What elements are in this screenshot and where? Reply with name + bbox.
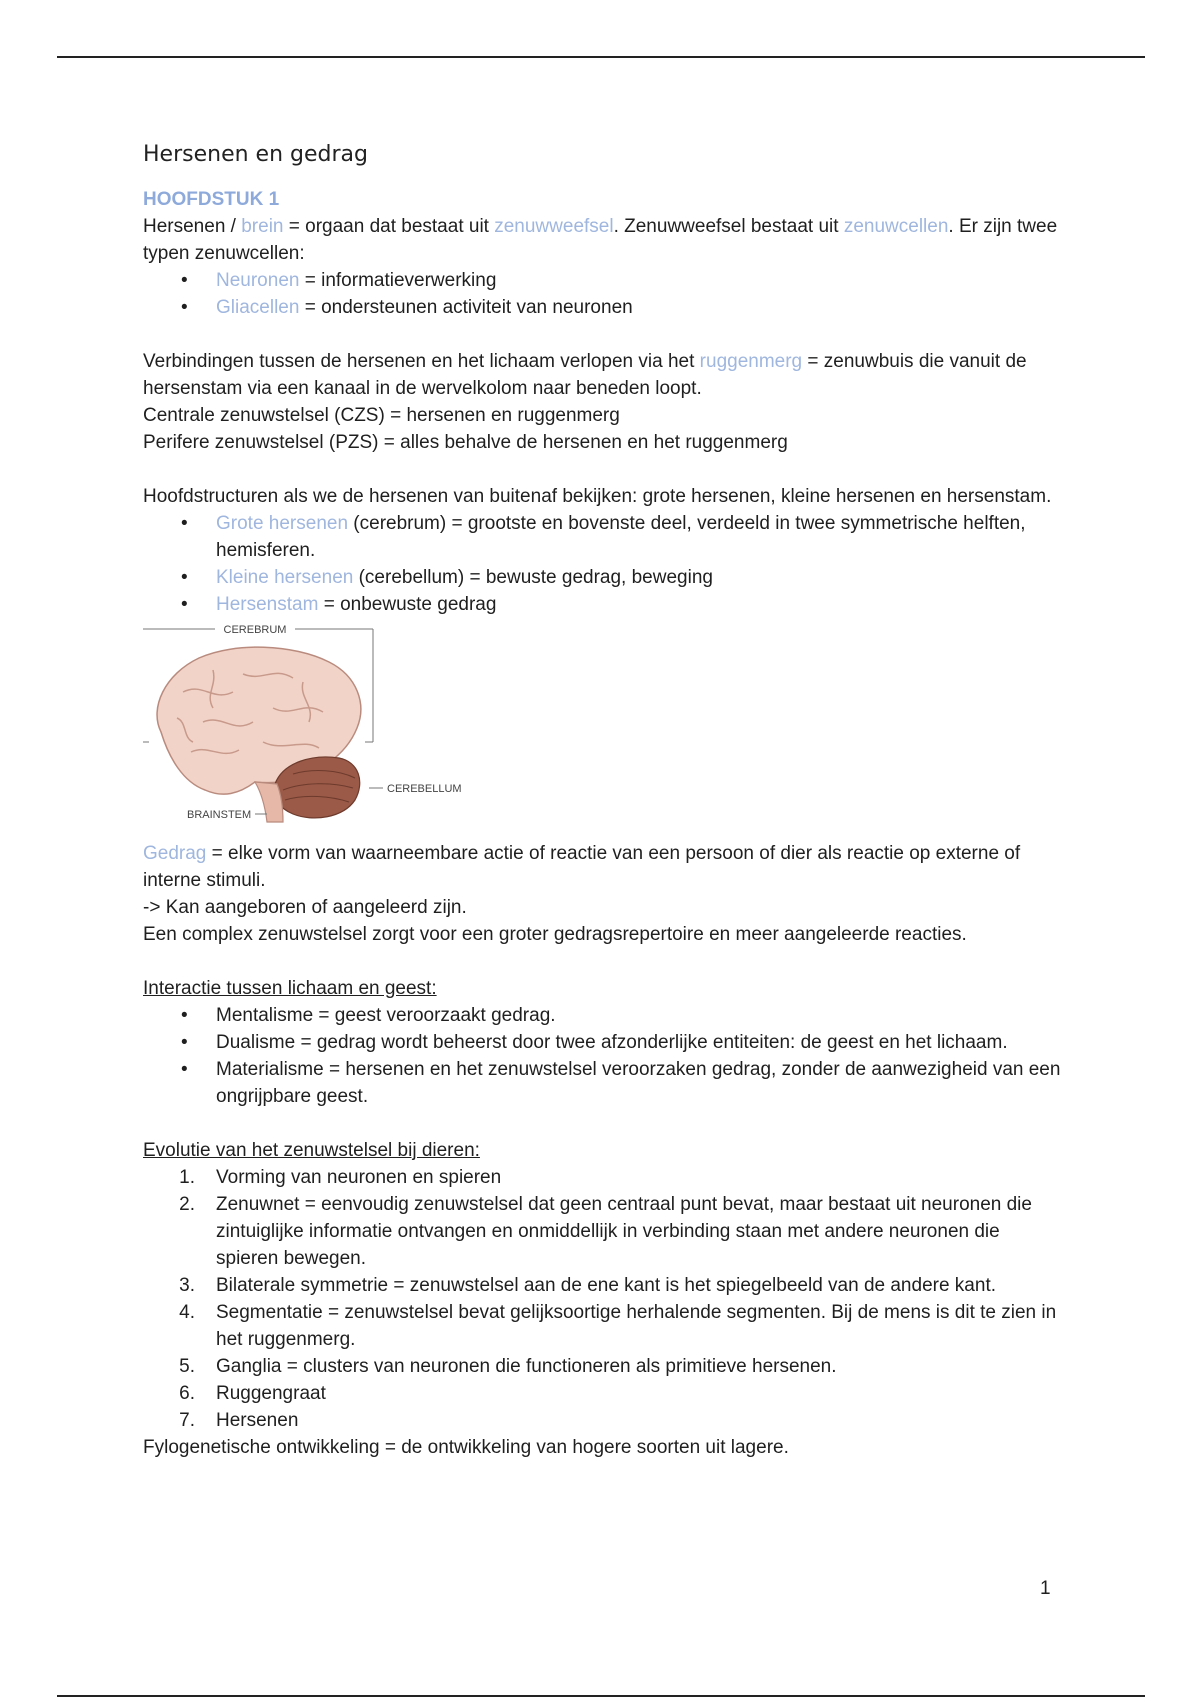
item-text: Hersenen [216, 1410, 299, 1431]
item-number: 1. [179, 1167, 195, 1188]
label-cerebrum: CEREBRUM [223, 624, 287, 636]
item-text: = onbewuste gedrag [318, 594, 497, 615]
list-item [143, 564, 1063, 591]
document-title: Hersenen en gedrag [143, 142, 368, 167]
list-item [143, 1407, 1063, 1434]
page-number: 1 [1040, 1578, 1051, 1599]
item-text: Bilaterale symmetrie = zenuwstelsel aan de ene kant is het spiegelbeeld van de andere kant. [216, 1275, 997, 1296]
item-text: (cerebrum) = grootste en bovenste deel, verdeeld in twee symmetrische helften, hemisferen. [216, 513, 1026, 561]
bullet-icon: • [181, 513, 188, 534]
bullet-icon: • [181, 594, 188, 615]
item-text: = ondersteunen activiteit van neuronen [299, 297, 633, 318]
list-item [143, 1272, 1063, 1299]
item-text: Materialisme = hersenen en het zenuwstelsel veroorzaken gedrag, zonder de aanwezigheid van een ongrijpbare geest. [216, 1059, 1061, 1107]
behavior-text: = elke vorm van waarneembare actie of reactie van een persoon of dier als reactie op externe of interne stimuli. [143, 843, 1021, 891]
item-text: Zenuwnet = eenvoudig zenuwstelsel dat geen centraal punt bevat, maar bestaat uit neuronen die zintuiglijke informatie ontvangen en onmiddellijk in verbinding staan met andere neuronen die spieren bewegen. [216, 1194, 1032, 1269]
list-item [143, 267, 1063, 294]
intro-text-4: . Er zijn twee typen zenuwcellen: [143, 216, 1058, 264]
behavior-line-3: Een complex zenuwstelsel zorgt voor een groter gedragsrepertoire en meer aangeleerde reacties. [143, 924, 967, 945]
evolution-footer: Fylogenetische ontwikkeling = de ontwikkeling van hogere soorten uit lagere. [143, 1437, 789, 1458]
item-text: Dualisme = gedrag wordt beheerst door twee afzonderlijke entiteiten: de geest en het lichaam. [216, 1032, 1008, 1053]
document-body [143, 140, 1063, 1461]
intro-text-2: = orgaan dat bestaat uit [283, 216, 495, 237]
spinal-text-1: Verbindingen tussen de hersenen en het lichaam verlopen via het [143, 351, 700, 372]
item-text: Mentalisme = geest veroorzaakt gedrag. [216, 1005, 556, 1026]
list-item [143, 1299, 1063, 1353]
item-number: 5. [179, 1356, 195, 1377]
list-item [143, 1191, 1063, 1272]
chapter-heading: HOOFDSTUK 1 [143, 189, 280, 210]
list-item [143, 510, 1063, 564]
term-neuronen: Neuronen [216, 270, 300, 291]
list-item [143, 1164, 1063, 1191]
mind-body-heading: Interactie tussen lichaam en geest: [143, 978, 437, 999]
cell-types-list [143, 267, 1063, 321]
label-cerebellum: CEREBELLUM [387, 783, 462, 795]
item-text: (cerebellum) = bewuste gedrag, beweging [353, 567, 713, 588]
item-number: 4. [179, 1302, 195, 1323]
term-hersenstam: Hersenstam [216, 594, 319, 615]
bullet-icon: • [181, 270, 188, 291]
spacer [143, 1110, 1063, 1137]
footer-rule [57, 1695, 1145, 1697]
spacer [143, 321, 1063, 348]
term-zenuwweefsel: zenuwweefsel [494, 216, 614, 237]
item-text: Segmentatie = zenuwstelsel bevat gelijksoortige herhalende segmenten. Bij de mens is dit te zien in het ruggenmerg. [216, 1302, 1057, 1350]
structures-intro: Hoofdstructuren als we de hersenen van buitenaf bekijken: grote hersenen, kleine hersenen en hersenstam. [143, 486, 1052, 507]
spacer [143, 456, 1063, 483]
label-brainstem: BRAINSTEM [187, 809, 252, 821]
brain-illustration [143, 622, 463, 834]
term-brein: brein [241, 216, 284, 237]
item-text: Ganglia = clusters van neuronen die functioneren als primitieve hersenen. [216, 1356, 837, 1377]
bullet-icon: • [181, 567, 188, 588]
term-gedrag: Gedrag [143, 843, 207, 864]
term-grote-hersenen: Grote hersenen [216, 513, 349, 534]
list-item [143, 1380, 1063, 1407]
czs-line: Centrale zenuwstelsel (CZS) = hersenen en ruggenmerg [143, 405, 620, 426]
item-text: Ruggengraat [216, 1383, 326, 1404]
term-gliacellen: Gliacellen [216, 297, 300, 318]
item-text: = informatieverwerking [299, 270, 497, 291]
behavior-paragraph [143, 840, 1063, 894]
term-ruggenmerg: ruggenmerg [699, 351, 803, 372]
list-item [143, 1029, 1063, 1056]
term-zenuwcellen: zenuwcellen [843, 216, 949, 237]
list-item [143, 1353, 1063, 1380]
list-item [143, 1002, 1063, 1029]
spacer [143, 948, 1063, 975]
intro-paragraph [143, 213, 1063, 267]
spinal-text-2: = zenuwbuis die vanuit de hersenstam via een kanaal in de wervelkolom naar beneden loopt. [143, 351, 1027, 399]
structures-list [143, 510, 1063, 618]
item-number: 7. [179, 1410, 195, 1431]
list-item [143, 1056, 1063, 1110]
item-number: 3. [179, 1275, 195, 1296]
pzs-line: Perifere zenuwstelsel (PZS) = alles behalve de hersenen en het ruggenmerg [143, 432, 788, 453]
intro-text-3: . Zenuwweefsel bestaat uit [613, 216, 844, 237]
behavior-line-2: -> Kan aangeboren of aangeleerd zijn. [143, 897, 467, 918]
item-text: Vorming van neuronen en spieren [216, 1167, 502, 1188]
list-item [143, 591, 1063, 618]
mind-body-list [143, 1002, 1063, 1110]
intro-text-1: Hersenen / [143, 216, 242, 237]
spinal-paragraph [143, 348, 1063, 402]
term-kleine-hersenen: Kleine hersenen [216, 567, 354, 588]
brainstem-shape [255, 782, 283, 822]
bullet-icon: • [181, 1059, 188, 1080]
bullet-icon: • [181, 1032, 188, 1053]
header-rule [57, 56, 1145, 58]
bullet-icon: • [181, 1005, 188, 1026]
item-number: 6. [179, 1383, 195, 1404]
evolution-list [143, 1164, 1063, 1434]
list-item [143, 294, 1063, 321]
bullet-icon: • [181, 297, 188, 318]
brain-figure [143, 622, 463, 834]
item-number: 2. [179, 1194, 195, 1215]
evolution-heading: Evolutie van het zenuwstelsel bij dieren: [143, 1140, 480, 1161]
